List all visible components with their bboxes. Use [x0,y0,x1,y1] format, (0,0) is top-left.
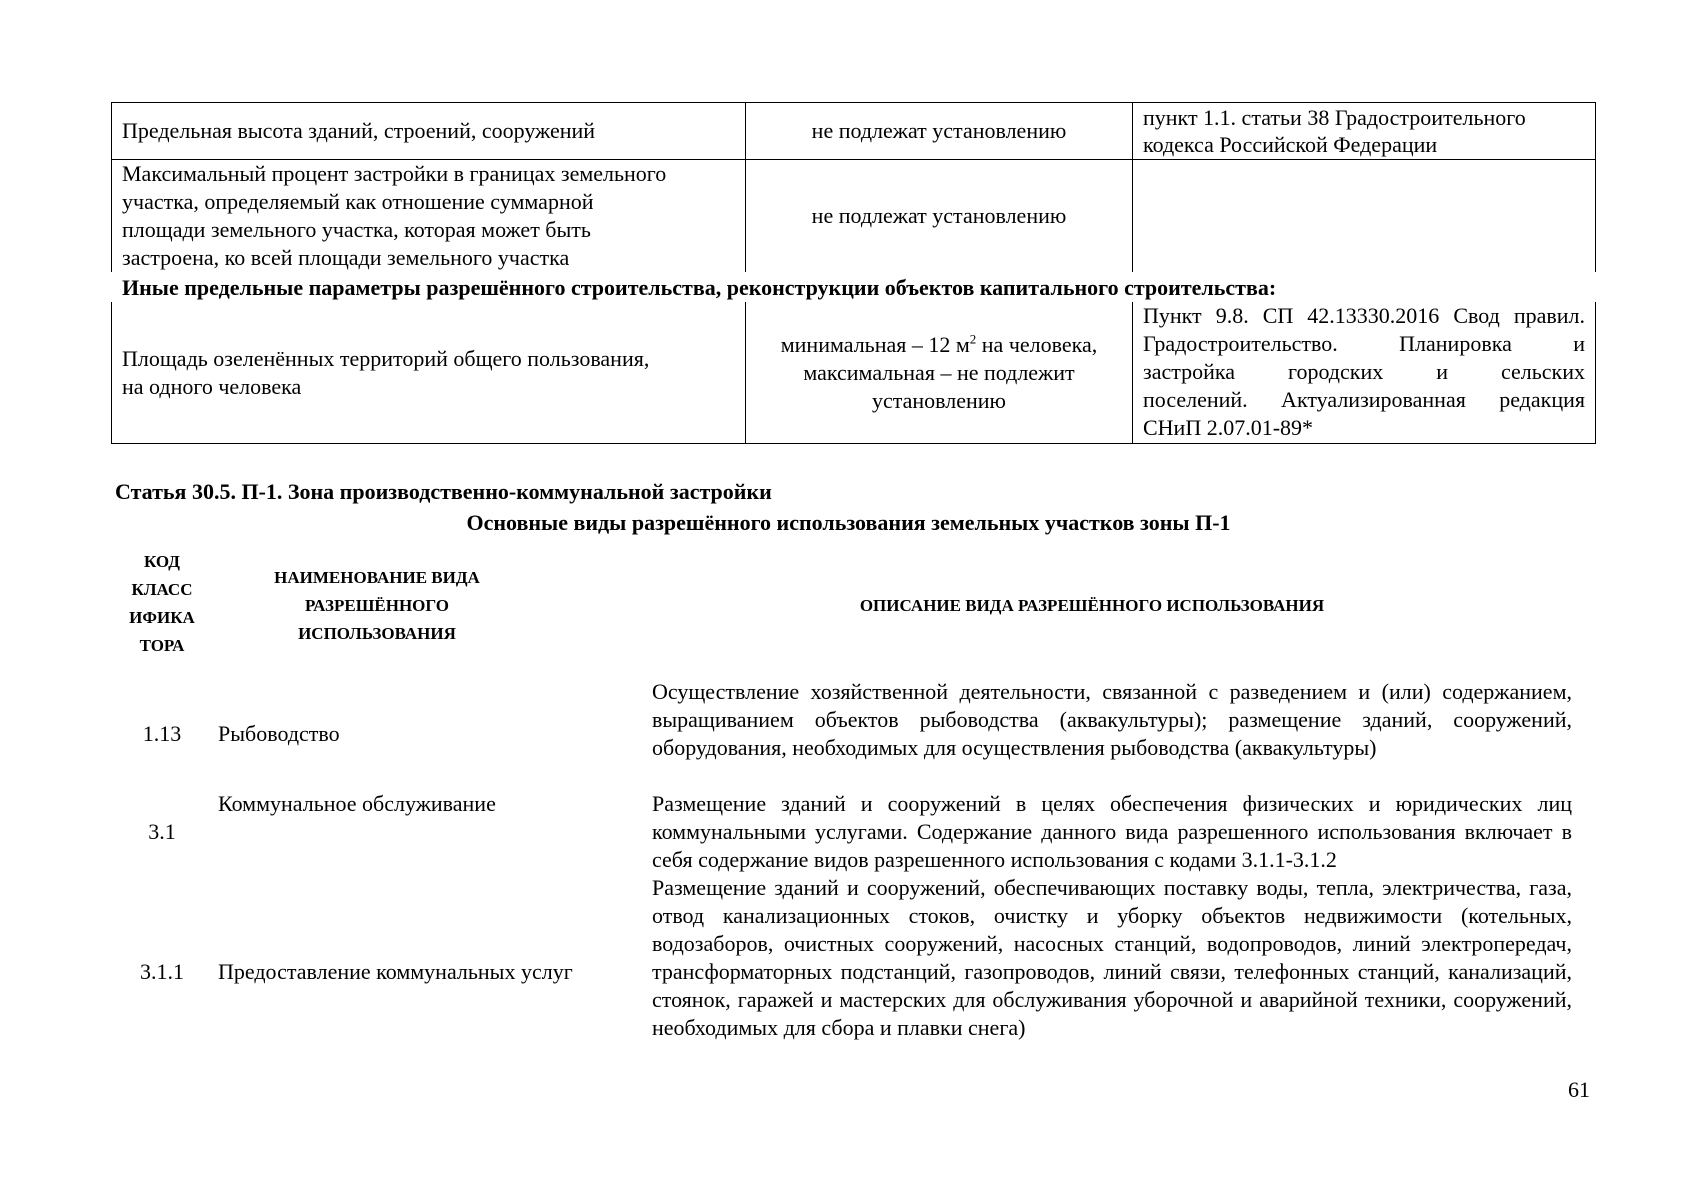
usage-name: Коммунальное обслуживание [218,791,496,816]
parameters-table-continued [111,302,1596,444]
usage-table [112,548,1592,1070]
parameter-value-cell [746,302,1133,443]
code-header-line: КОД [144,552,180,571]
parameter-name-line: Площадь озеленённых территорий общего пользования, [122,345,650,371]
parameter-name-cell [112,160,746,272]
parameter-name-line: Максимальный процент застройки в границах земельного [122,161,667,186]
article-title: Статья 30.5. П-1. Зона производственно-коммунальной застройки [115,479,772,504]
section-title: Основные виды разрешённого использования земельных участков зоны П-1 [466,510,1231,535]
usage-description: Осуществление хозяйственной деятельности, связанной с разведением и (или) содержанием, выращиванием объектов рыбоводства (аквакультуры); размещение зданий, сооружений, оборудования, необходимых для осуществления рыбоводства (аквакультуры) [652,679,1572,760]
table-header [112,548,1592,664]
parameter-value-cell [746,103,1133,159]
page-number: 61 [1568,1077,1590,1102]
code-header [112,548,212,664]
parameter-reference-line: пункт 1.1. статьи 38 Градостроительного [1143,105,1526,130]
parameter-reference-cell [1133,103,1595,159]
usage-code: 3.1 [148,819,176,844]
parameter-name-line: площади земельного участка, которая может быть [122,217,591,242]
description-header: ОПИСАНИЕ ВИДА РАЗРЕШЁННОГО ИСПОЛЬЗОВАНИЯ [859,596,1325,615]
parameter-value: не подлежат установлению [811,118,1067,143]
usage-name: Предоставление коммунальных услуг [218,959,573,984]
parameter-value: не подлежат установлению [811,203,1067,228]
parameter-reference-line: Пункт 9.8. СП 42.13330.2016 Свод правил. [1143,303,1585,328]
usage-code: 1.13 [142,721,182,746]
parameter-name-line: на одного человека [122,373,302,399]
name-header [212,548,542,664]
code-header-line: ИФИКА [129,608,195,627]
parameter-name-cell [112,103,746,159]
superscript: 2 [969,331,977,347]
usage-name: Рыбоводство [218,721,340,746]
table-row [112,790,1592,874]
parameter-value-line: установлению [871,387,1006,413]
parameter-reference-cell [1133,160,1595,272]
parameter-name-line: застроена, ко всей площади земельного участка [122,245,570,270]
parameter-reference-line: СНиП 2.07.01-89* [1143,415,1314,440]
parameter-name-cell [112,302,746,443]
parameter-name-line: участка, определяемый как отношение суммарной [122,189,594,214]
parameter-value-line [756,331,1122,359]
name-header-line: НАИМЕНОВАНИЕ ВИДА РАЗРЕШЁННОГО [274,568,480,615]
parameter-reference-line: поселений. Актуализированная редакция [1143,387,1585,412]
table-row [111,302,1596,444]
usage-description: Размещение зданий и сооружений, обеспечивающих поставку воды, тепла, электричества, газа, отвод канализационных стоков, очистку и уборку объектов недвижимости (котельных, водозаборов, очистных сооружений, насосных станций, водопроводов, линий электропередач, трансформаторных подстанций, газопроводов, линий связи, телефонных станций, канализаций, стоянок, гаражей и мастерских для обслуживания уборочной и аварийной техники, сооружений, необходимых для сбора и плавки снега) [652,875,1572,1040]
table-row [111,160,1596,272]
parameter-name: Предельная высота зданий, строений, сооружений [122,118,596,143]
parameter-value-line: максимальная – не подлежит [803,359,1075,385]
name-header-line: ИСПОЛЬЗОВАНИЯ [298,624,456,643]
parameters-subheader: Иные предельные параметры разрешённого строительства, реконструкции объектов капитального строительства: [122,275,1277,300]
table-row [111,102,1596,160]
table-row [112,678,1592,790]
usage-description: Размещение зданий и сооружений в целях обеспечения физических и юридических лиц коммунальными услугами. Содержание данного вида разрешенного использования включает в себя содержание видов разрешенного использования с кодами 3.1.1-3.1.2 [652,791,1572,872]
parameter-value-cell [746,160,1133,272]
code-header-line: КЛАСС [131,580,193,599]
table-row [112,874,1592,1070]
usage-code: 3.1.1 [140,959,184,984]
parameter-reference-line: застройка городских и сельских [1143,359,1585,384]
code-header-line: ТОРА [139,636,185,655]
parameter-reference-line: Градостроительство. Планировка и [1143,331,1585,356]
parameter-reference-line: кодекса Российской Федерации [1143,132,1438,157]
parameter-value-text: минимальная – 12 м [780,331,970,357]
parameter-value-text: на человека, [976,331,1098,357]
parameters-table [111,102,1596,272]
parameter-reference-cell [1133,302,1595,443]
